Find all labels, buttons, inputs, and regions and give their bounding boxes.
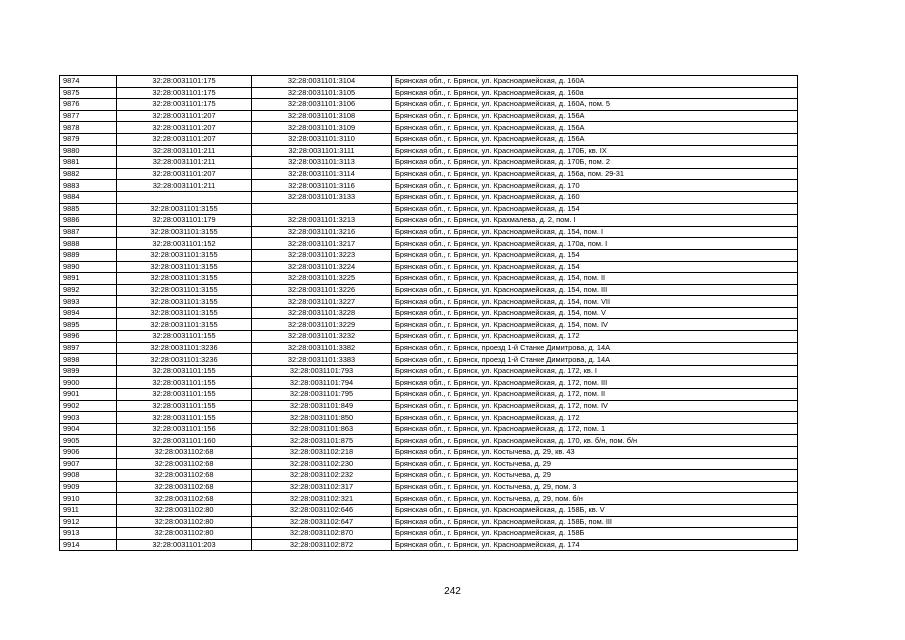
- object-number-cell: 32:28:0031101:3226: [252, 284, 392, 296]
- land-plot-number-cell: 32:28:0031102:68: [117, 447, 252, 459]
- row-number-cell: 9902: [60, 400, 117, 412]
- address-cell: Брянская обл., г. Брянск, ул. Красноармейская, д. 174: [392, 539, 798, 551]
- object-number-cell: 32:28:0031101:3382: [252, 342, 392, 354]
- object-number-cell: 32:28:0031101:3133: [252, 191, 392, 203]
- row-number-cell: 9887: [60, 226, 117, 238]
- address-cell: Брянская обл., г. Брянск, ул. Костычева, д. 29, пом. б/н: [392, 493, 798, 505]
- object-number-cell: 32:28:0031101:795: [252, 389, 392, 401]
- table-row: [60, 215, 798, 227]
- table-row: [60, 470, 798, 482]
- table-row: [60, 435, 798, 447]
- row-number-cell: 9877: [60, 110, 117, 122]
- table-row: [60, 168, 798, 180]
- land-plot-number-cell: 32:28:0031101:179: [117, 215, 252, 227]
- address-cell: Брянская обл., г. Брянск, ул. Красноармейская, д. 156А: [392, 122, 798, 134]
- address-cell: Брянская обл., г. Брянск, ул. Красноармейская, д. 154: [392, 261, 798, 273]
- address-cell: Брянская обл., г. Брянск, ул. Красноармейская, д. 160А, пом. 5: [392, 99, 798, 111]
- table-row: [60, 354, 798, 366]
- object-number-cell: 32:28:0031101:3223: [252, 249, 392, 261]
- table-row: [60, 145, 798, 157]
- object-number-cell: 32:28:0031101:3216: [252, 226, 392, 238]
- land-plot-number-cell: 32:28:0031101:175: [117, 87, 252, 99]
- table-row: [60, 331, 798, 343]
- table-row: [60, 110, 798, 122]
- object-number-cell: 32:28:0031102:218: [252, 447, 392, 459]
- address-cell: Брянская обл., г. Брянск, ул. Красноармейская, д. 172, пом. 1: [392, 423, 798, 435]
- row-number-cell: 9907: [60, 458, 117, 470]
- land-plot-number-cell: 32:28:0031101:3236: [117, 354, 252, 366]
- address-cell: Брянская обл., г. Брянск, ул. Красноармейская, д. 154, пом. III: [392, 284, 798, 296]
- land-plot-number-cell: 32:28:0031101:155: [117, 400, 252, 412]
- object-number-cell: 32:28:0031101:3116: [252, 180, 392, 192]
- row-number-cell: 9891: [60, 273, 117, 285]
- table-row: [60, 249, 798, 261]
- land-plot-number-cell: 32:28:0031101:207: [117, 122, 252, 134]
- table-row: [60, 273, 798, 285]
- address-cell: Брянская обл., г. Брянск, ул. Красноармейская, д. 172: [392, 412, 798, 424]
- land-plot-number-cell: 32:28:0031101:3155: [117, 249, 252, 261]
- object-number-cell: 32:28:0031101:3111: [252, 145, 392, 157]
- table-row: [60, 412, 798, 424]
- land-plot-number-cell: 32:28:0031101:3155: [117, 273, 252, 285]
- object-number-cell: 32:28:0031101:3113: [252, 157, 392, 169]
- table-row: [60, 493, 798, 505]
- row-number-cell: 9888: [60, 238, 117, 250]
- land-plot-number-cell: 32:28:0031101:155: [117, 389, 252, 401]
- object-number-cell: 32:28:0031101:3109: [252, 122, 392, 134]
- object-number-cell: 32:28:0031101:793: [252, 365, 392, 377]
- row-number-cell: 9901: [60, 389, 117, 401]
- table-row: [60, 284, 798, 296]
- address-cell: Брянская обл., г. Брянск, ул. Красноармейская, д. 170: [392, 180, 798, 192]
- table-row: [60, 296, 798, 308]
- row-number-cell: 9894: [60, 307, 117, 319]
- land-plot-number-cell: 32:28:0031101:3155: [117, 203, 252, 215]
- address-cell: Брянская обл., г. Брянск, ул. Крахмалева, д. 2, пом. I: [392, 215, 798, 227]
- table-row: [60, 447, 798, 459]
- land-plot-number-cell: 32:28:0031101:211: [117, 157, 252, 169]
- address-cell: Брянская обл., г. Брянск, ул. Красноармейская, д. 172, кв. I: [392, 365, 798, 377]
- object-number-cell: 32:28:0031102:317: [252, 481, 392, 493]
- table-row: [60, 180, 798, 192]
- row-number-cell: 9897: [60, 342, 117, 354]
- land-plot-number-cell: 32:28:0031101:152: [117, 238, 252, 250]
- address-cell: Брянская обл., г. Брянск, ул. Красноармейская, д. 156А: [392, 133, 798, 145]
- address-cell: Брянская обл., г. Брянск, ул. Красноармейская, д. 160: [392, 191, 798, 203]
- address-cell: Брянская обл., г. Брянск, ул. Красноармейская, д. 158Б: [392, 528, 798, 540]
- address-cell: Брянская обл., г. Брянск, ул. Красноармейская, д. 172, пом. IV: [392, 400, 798, 412]
- address-cell: Брянская обл., г. Брянск, ул. Костычева, д. 29, кв. 43: [392, 447, 798, 459]
- page-number: 242: [444, 586, 461, 597]
- land-plot-number-cell: 32:28:0031101:3155: [117, 284, 252, 296]
- address-cell: Брянская обл., г. Брянск, ул. Красноармейская, д. 172, пом. II: [392, 389, 798, 401]
- table-row: [60, 122, 798, 134]
- land-plot-number-cell: 32:28:0031101:155: [117, 365, 252, 377]
- address-cell: Брянская обл., г. Брянск, ул. Красноармейская, д. 172, пом. III: [392, 377, 798, 389]
- row-number-cell: 9875: [60, 87, 117, 99]
- object-number-cell: 32:28:0031102:646: [252, 504, 392, 516]
- row-number-cell: 9881: [60, 157, 117, 169]
- address-cell: Брянская обл., г. Брянск, ул. Красноармейская, д. 170Б, кв. IX: [392, 145, 798, 157]
- address-cell: Брянская обл., г. Брянск, ул. Красноармейская, д. 154, пом. VII: [392, 296, 798, 308]
- object-number-cell: 32:28:0031102:647: [252, 516, 392, 528]
- row-number-cell: 9909: [60, 481, 117, 493]
- object-number-cell: 32:28:0031101:3383: [252, 354, 392, 366]
- object-number-cell: 32:28:0031102:872: [252, 539, 392, 551]
- land-plot-number-cell: 32:28:0031101:3155: [117, 226, 252, 238]
- row-number-cell: 9911: [60, 504, 117, 516]
- object-number-cell: 32:28:0031102:321: [252, 493, 392, 505]
- object-number-cell: 32:28:0031101:3232: [252, 331, 392, 343]
- row-number-cell: 9899: [60, 365, 117, 377]
- row-number-cell: 9908: [60, 470, 117, 482]
- object-number-cell: 32:28:0031101:3228: [252, 307, 392, 319]
- table-row: [60, 226, 798, 238]
- land-plot-number-cell: 32:28:0031101:207: [117, 133, 252, 145]
- row-number-cell: 9878: [60, 122, 117, 134]
- table-row: [60, 377, 798, 389]
- object-number-cell: 32:28:0031102:230: [252, 458, 392, 470]
- table-row: [60, 342, 798, 354]
- table-row: [60, 528, 798, 540]
- land-plot-number-cell: 32:28:0031101:3236: [117, 342, 252, 354]
- land-plot-number-cell: 32:28:0031101:211: [117, 145, 252, 157]
- row-number-cell: 9876: [60, 99, 117, 111]
- address-cell: Брянская обл., г. Брянск, ул. Костычева, д. 29: [392, 470, 798, 482]
- object-number-cell: 32:28:0031101:3110: [252, 133, 392, 145]
- table-row: [60, 157, 798, 169]
- table-row: [60, 504, 798, 516]
- row-number-cell: 9914: [60, 539, 117, 551]
- land-plot-number-cell: 32:28:0031101:175: [117, 99, 252, 111]
- address-cell: Брянская обл., г. Брянск, ул. Красноармейская, д. 156А: [392, 110, 798, 122]
- row-number-cell: 9900: [60, 377, 117, 389]
- object-number-cell: 32:28:0031101:3104: [252, 76, 392, 88]
- row-number-cell: 9906: [60, 447, 117, 459]
- row-number-cell: 9879: [60, 133, 117, 145]
- address-cell: Брянская обл., г. Брянск, ул. Красноармейская, д. 170Б, пом. 2: [392, 157, 798, 169]
- table-row: [60, 87, 798, 99]
- address-cell: Брянская обл., г. Брянск, ул. Костычева, д. 29: [392, 458, 798, 470]
- row-number-cell: 9910: [60, 493, 117, 505]
- land-plot-number-cell: 32:28:0031101:3155: [117, 307, 252, 319]
- land-plot-number-cell: 32:28:0031101:3155: [117, 296, 252, 308]
- address-cell: Брянская обл., г. Брянск, ул. Красноармейская, д. 154, пом. I: [392, 226, 798, 238]
- object-number-cell: 32:28:0031101:3106: [252, 99, 392, 111]
- row-number-cell: 9892: [60, 284, 117, 296]
- object-number-cell: 32:28:0031101:875: [252, 435, 392, 447]
- row-number-cell: 9884: [60, 191, 117, 203]
- row-number-cell: 9874: [60, 76, 117, 88]
- land-plot-number-cell: 32:28:0031101:155: [117, 412, 252, 424]
- cadastral-register-table: [59, 75, 798, 551]
- address-cell: Брянская обл., г. Брянск, ул. Красноармейская, д. 170, кв. б/н, пом. б/н: [392, 435, 798, 447]
- address-cell: Брянская обл., г. Брянск, ул. Красноармейская, д. 154, пом. IV: [392, 319, 798, 331]
- land-plot-number-cell: 32:28:0031101:207: [117, 168, 252, 180]
- land-plot-number-cell: [117, 191, 252, 203]
- table-row: [60, 400, 798, 412]
- address-cell: Брянская обл., г. Брянск, ул. Красноармейская, д. 154: [392, 249, 798, 261]
- table-row: [60, 261, 798, 273]
- address-cell: Брянская обл., г. Брянск, ул. Костычева, д. 29, пом. 3: [392, 481, 798, 493]
- address-cell: Брянская обл., г. Брянск, ул. Красноармейская, д. 160А: [392, 76, 798, 88]
- row-number-cell: 9905: [60, 435, 117, 447]
- land-plot-number-cell: 32:28:0031101:211: [117, 180, 252, 192]
- address-cell: Брянская обл., г. Брянск, ул. Красноармейская, д. 172: [392, 331, 798, 343]
- object-number-cell: 32:28:0031101:3108: [252, 110, 392, 122]
- object-number-cell: 32:28:0031101:863: [252, 423, 392, 435]
- object-number-cell: 32:28:0031101:3213: [252, 215, 392, 227]
- table-row: [60, 76, 798, 88]
- address-cell: Брянская обл., г. Брянск, ул. Красноармейская, д. 154, пом. II: [392, 273, 798, 285]
- table-row: [60, 319, 798, 331]
- address-cell: Брянская обл., г. Брянск, ул. Красноармейская, д. 154, пом. V: [392, 307, 798, 319]
- object-number-cell: [252, 203, 392, 215]
- address-cell: Брянская обл., г. Брянск, ул. Красноармейская, д. 160а: [392, 87, 798, 99]
- land-plot-number-cell: 32:28:0031101:203: [117, 539, 252, 551]
- table-row: [60, 191, 798, 203]
- row-number-cell: 9880: [60, 145, 117, 157]
- object-number-cell: 32:28:0031101:3217: [252, 238, 392, 250]
- object-number-cell: 32:28:0031101:3225: [252, 273, 392, 285]
- row-number-cell: 9882: [60, 168, 117, 180]
- land-plot-number-cell: 32:28:0031102:68: [117, 481, 252, 493]
- land-plot-number-cell: 32:28:0031101:155: [117, 331, 252, 343]
- row-number-cell: 9886: [60, 215, 117, 227]
- table-row: [60, 99, 798, 111]
- table-row: [60, 481, 798, 493]
- table-row: [60, 389, 798, 401]
- table-body: [60, 76, 798, 551]
- address-cell: Брянская обл., г. Брянск, ул. Красноармейская, д. 158Б, пом. III: [392, 516, 798, 528]
- land-plot-number-cell: 32:28:0031102:68: [117, 458, 252, 470]
- land-plot-number-cell: 32:28:0031101:156: [117, 423, 252, 435]
- table-row: [60, 365, 798, 377]
- table-row: [60, 423, 798, 435]
- land-plot-number-cell: 32:28:0031101:175: [117, 76, 252, 88]
- row-number-cell: 9913: [60, 528, 117, 540]
- address-cell: Брянская обл., г. Брянск, ул. Красноармейская, д. 158Б, кв. V: [392, 504, 798, 516]
- row-number-cell: 9904: [60, 423, 117, 435]
- object-number-cell: 32:28:0031101:849: [252, 400, 392, 412]
- land-plot-number-cell: 32:28:0031101:207: [117, 110, 252, 122]
- object-number-cell: 32:28:0031101:3105: [252, 87, 392, 99]
- land-plot-number-cell: 32:28:0031101:155: [117, 377, 252, 389]
- address-cell: Брянская обл., г. Брянск, ул. Красноармейская, д. 170а, пом. I: [392, 238, 798, 250]
- table-row: [60, 133, 798, 145]
- object-number-cell: 32:28:0031102:870: [252, 528, 392, 540]
- table-row: [60, 203, 798, 215]
- land-plot-number-cell: 32:28:0031102:80: [117, 516, 252, 528]
- object-number-cell: 32:28:0031101:3227: [252, 296, 392, 308]
- row-number-cell: 9883: [60, 180, 117, 192]
- land-plot-number-cell: 32:28:0031101:3155: [117, 261, 252, 273]
- row-number-cell: 9890: [60, 261, 117, 273]
- land-plot-number-cell: 32:28:0031102:68: [117, 493, 252, 505]
- row-number-cell: 9889: [60, 249, 117, 261]
- object-number-cell: 32:28:0031101:3224: [252, 261, 392, 273]
- row-number-cell: 9903: [60, 412, 117, 424]
- land-plot-number-cell: 32:28:0031102:68: [117, 470, 252, 482]
- row-number-cell: 9893: [60, 296, 117, 308]
- land-plot-number-cell: 32:28:0031102:80: [117, 504, 252, 516]
- table-row: [60, 307, 798, 319]
- table-row: [60, 539, 798, 551]
- address-cell: Брянская обл., г. Брянск, проезд 1-й Станке Димитрова, д. 14А: [392, 354, 798, 366]
- object-number-cell: 32:28:0031101:794: [252, 377, 392, 389]
- address-cell: Брянская обл., г. Брянск, проезд 1-й Станке Димитрова, д. 14А: [392, 342, 798, 354]
- row-number-cell: 9912: [60, 516, 117, 528]
- object-number-cell: 32:28:0031102:232: [252, 470, 392, 482]
- row-number-cell: 9896: [60, 331, 117, 343]
- land-plot-number-cell: 32:28:0031102:80: [117, 528, 252, 540]
- row-number-cell: 9895: [60, 319, 117, 331]
- row-number-cell: 9898: [60, 354, 117, 366]
- table-row: [60, 458, 798, 470]
- object-number-cell: 32:28:0031101:3114: [252, 168, 392, 180]
- table-row: [60, 516, 798, 528]
- row-number-cell: 9885: [60, 203, 117, 215]
- land-plot-number-cell: 32:28:0031101:3155: [117, 319, 252, 331]
- address-cell: Брянская обл., г. Брянск, ул. Красноармейская, д. 154: [392, 203, 798, 215]
- address-cell: Брянская обл., г. Брянск, ул. Красноармейская, д. 156а, пом. 29-31: [392, 168, 798, 180]
- object-number-cell: 32:28:0031101:850: [252, 412, 392, 424]
- table-row: [60, 238, 798, 250]
- land-plot-number-cell: 32:28:0031101:160: [117, 435, 252, 447]
- object-number-cell: 32:28:0031101:3229: [252, 319, 392, 331]
